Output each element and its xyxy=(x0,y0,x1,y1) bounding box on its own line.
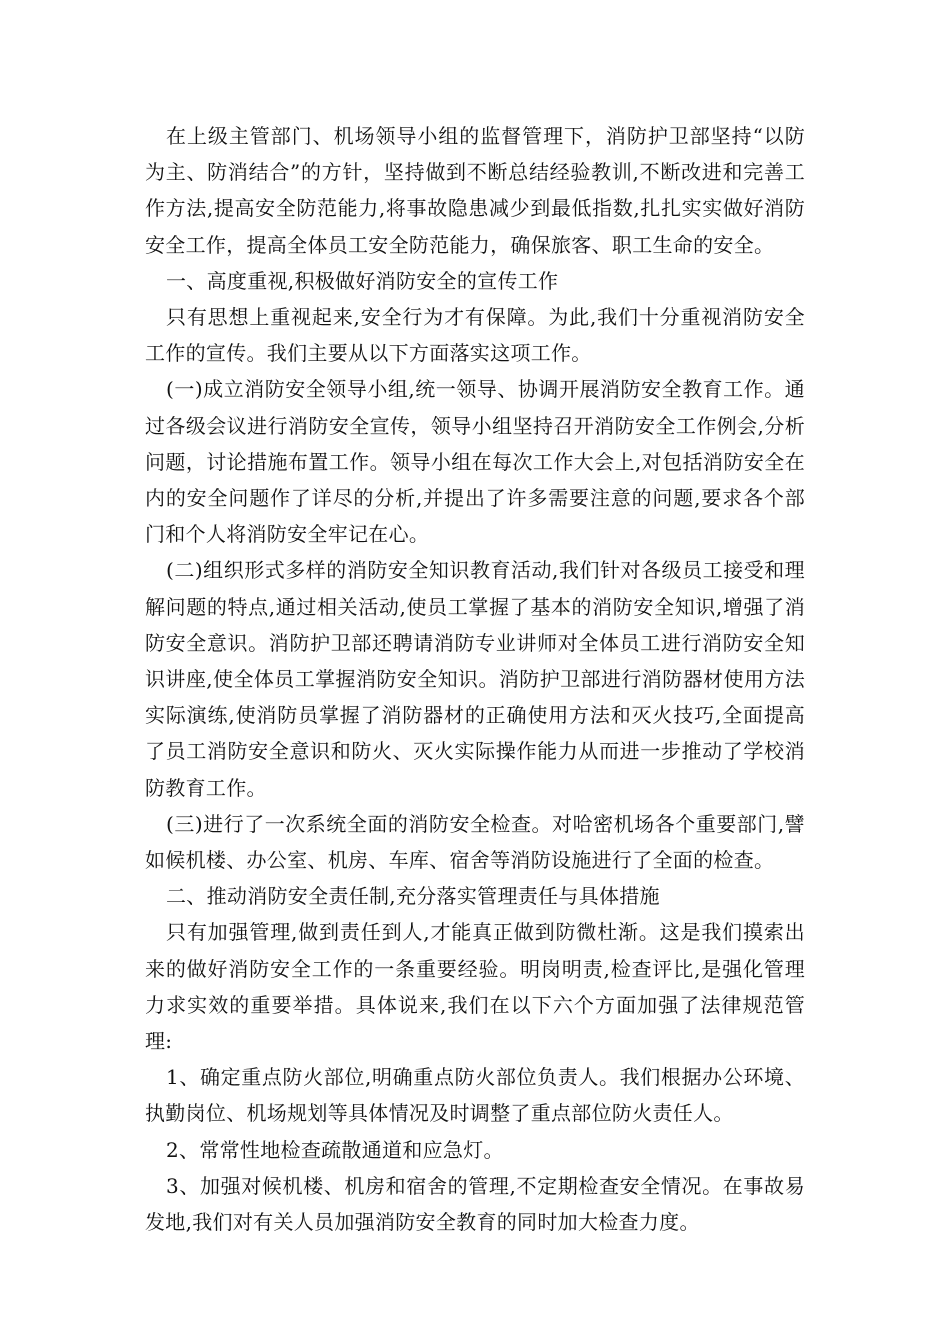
document-body xyxy=(145,118,805,1240)
list-item: 2、常常性地检查疏散通道和应急灯。 xyxy=(166,1137,504,1162)
paragraph: (三)进行了一次系统全面的消防安全检查。对哈密机场各个重要部门,譬如候机楼、办公室、机房、车库、宿舍等消防设施进行了全面的检查。 xyxy=(145,811,805,873)
list-item: 1、确定重点防火部位,明确重点防火部位负责人。我们根据办公环境、执勤岗位、机场规划等具体情况及时调整了重点部位防火责任人。 xyxy=(145,1065,805,1126)
paragraph: 只有加强管理,做到责任到人,才能真正做到防微杜渐。这是我们摸索出来的做好消防安全工作的一条重要经验。明岗明责,检查评比,是强化管理力求实效的重要举措。具体说来,我们在以下六个方面加强了法律规范管理: xyxy=(145,920,805,1054)
paragraph: (二)组织形式多样的消防安全知识教育活动,我们针对各级员工接受和理解问题的特点,通过相关活动,使员工掌握了基本的消防安全知识,增强了消防安全意识。消防护卫部还聘请消防专业讲师对全体员工进行消防安全知识讲座,使全体员工掌握消防安全知识。消防护卫部进行消防器材使用方法实际演练,使消防员掌握了消防器材的正确使用方法和灭火技巧,全面提高了员工消防安全意识和防火、灭火实际操作能力从而进一步推动了学校消防教育工作。 xyxy=(145,558,805,800)
section-heading-1: 一、高度重视,积极做好消防安全的宣传工作 xyxy=(166,268,559,293)
paragraph: (一)成立消防安全领导小组,统一领导、协调开展消防安全教育工作。通过各级会议进行消防安全宣传，领导小组坚持召开消防安全工作例会,分析问题，讨论措施布置工作。领导小组在每次工作大会上,对包括消防安全在内的安全问题作了详尽的分析,并提出了许多需要注意的问题,要求各个部门和个人将消防安全牢记在心。 xyxy=(145,377,805,547)
paragraph: 只有思想上重视起来,安全行为才有保障。为此,我们十分重视消防安全工作的宣传。我们主要从以下方面落实这项工作。 xyxy=(145,305,805,366)
paragraph-intro: 在上级主管部门、机场领导小组的监督管理下，消防护卫部坚持“以防为主、防消结合”的方针，坚持做到不断总结经验教训,不断改进和完善工作方法,提高安全防范能力,将事故隐患减少到最低指数,扎扎实实做好消防安全工作，提高全体员工安全防范能力，确保旅客、职工生命的安全。 xyxy=(145,124,805,257)
section-heading-2: 二、推动消防安全责任制,充分落实管理责任与具体措施 xyxy=(166,884,660,909)
list-item: 3、加强对候机楼、机房和宿舍的管理,不定期检查安全情况。在事故易发地,我们对有关人员加强消防安全教育的同时加大检查力度。 xyxy=(145,1173,805,1235)
